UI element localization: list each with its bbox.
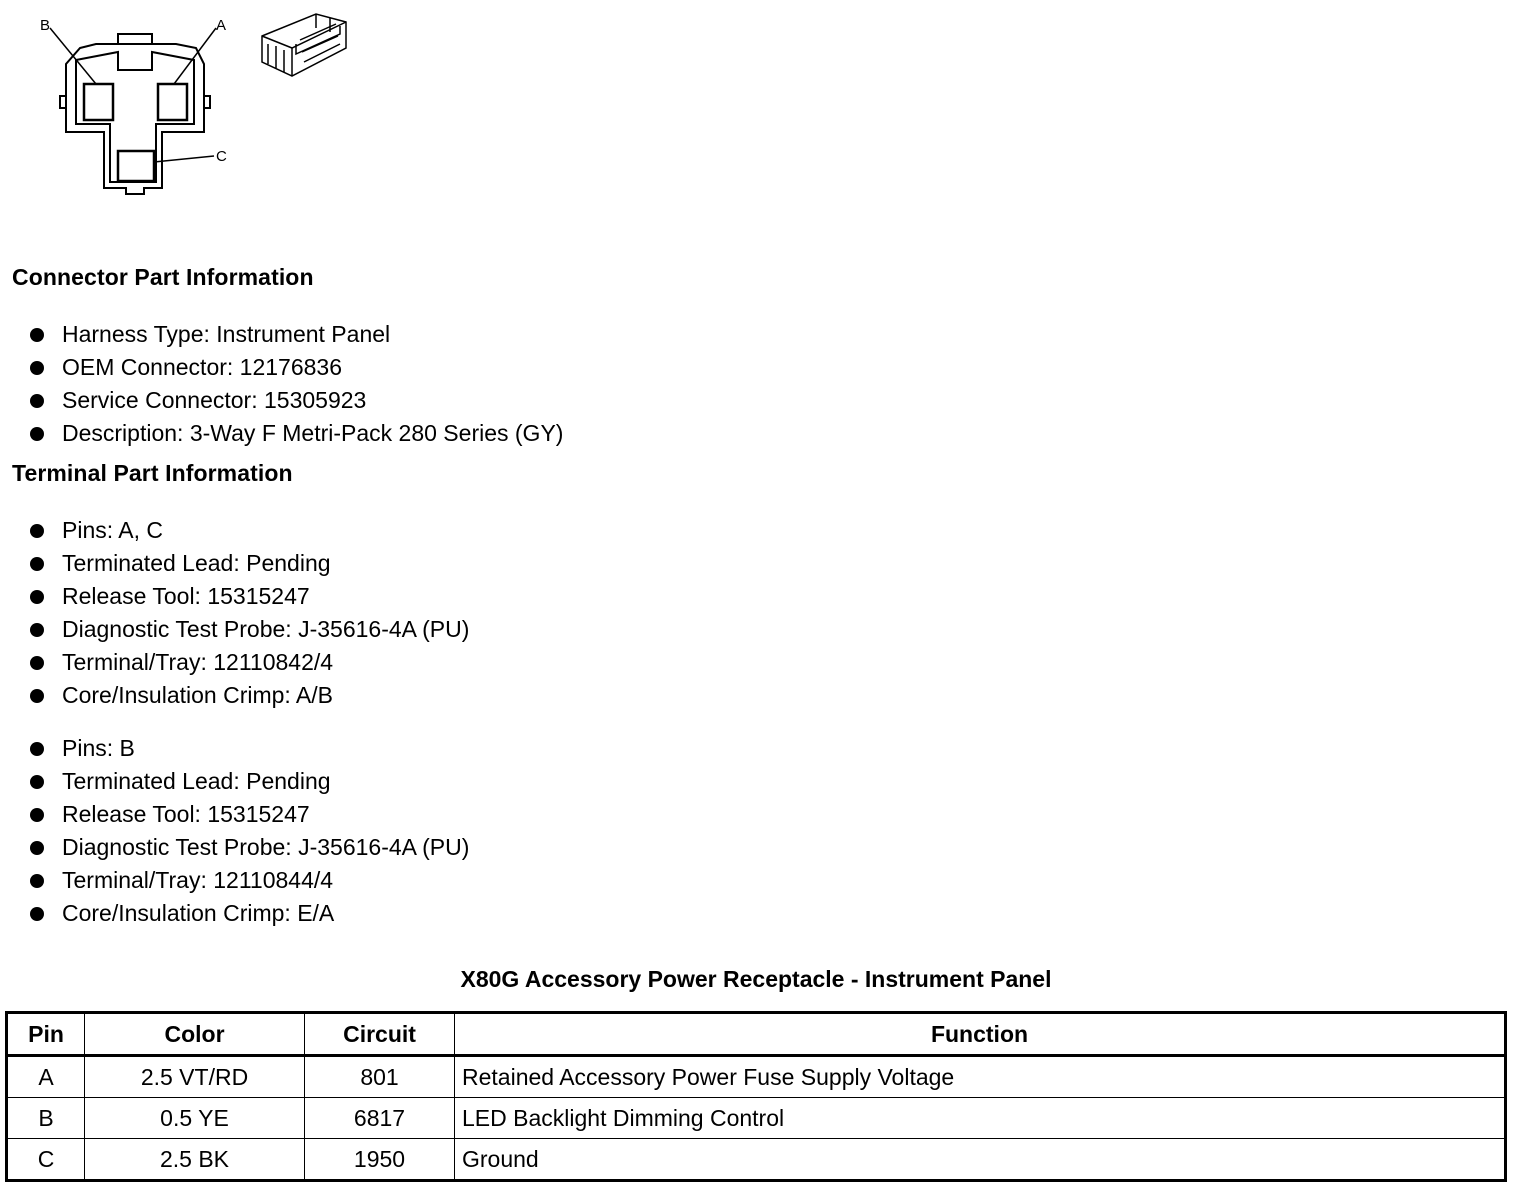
list-item-text: Diagnostic Test Probe: J-35616-4A (PU) [62,616,470,642]
table-row [7,1098,1506,1139]
header-function: Function [455,1013,1506,1056]
list-item-text: Description: 3-Way F Metri-Pack 280 Series (GY) [62,420,564,446]
pin-table-title: X80G Accessory Power Receptacle - Instrument Panel [460,966,1052,992]
list-item [28,514,469,547]
cell-circuit: 801 [305,1056,455,1098]
list-item [28,417,563,450]
cavity-a [158,84,187,120]
bullet-icon [30,742,44,756]
connector-isometric-icon [262,14,346,76]
header-circuit: Circuit [305,1013,455,1056]
cell-pin: C [7,1139,85,1181]
list-item [28,384,563,417]
list-item [28,318,563,351]
list-item-text: Terminal/Tray: 12110842/4 [62,649,334,675]
list-item-text: Terminal/Tray: 12110844/4 [62,867,334,893]
list-item [28,679,469,712]
list-item [28,864,469,897]
cell-circuit: 6817 [305,1098,455,1139]
list-item-text: Core/Insulation Crimp: E/A [62,900,335,926]
terminal-info-list-1 [28,514,469,712]
list-item [28,547,469,580]
list-item [28,613,469,646]
bullet-icon [30,427,44,441]
terminal-info-heading: Terminal Part Information [12,460,293,486]
cavity-c [118,151,154,181]
cell-color: 0.5 YE [85,1098,305,1139]
list-item-text: Service Connector: 15305923 [62,387,367,413]
bullet-icon [30,907,44,921]
list-item [28,646,469,679]
cell-function: LED Backlight Dimming Control [455,1098,1506,1139]
bullet-icon [30,775,44,789]
terminal-info-list-2 [28,732,469,930]
pin-table [5,1011,1507,1182]
bullet-icon [30,623,44,637]
cell-pin: B [7,1098,85,1139]
list-item [28,351,563,384]
list-item [28,732,469,765]
bullet-icon [30,557,44,571]
list-item-text: Release Tool: 15315247 [62,801,310,827]
list-item-text: Diagnostic Test Probe: J-35616-4A (PU) [62,834,470,860]
list-item-text: Terminated Lead: Pending [62,550,331,576]
cell-circuit: 1950 [305,1139,455,1181]
list-item-text: OEM Connector: 12176836 [62,354,343,380]
list-item-text: Release Tool: 15315247 [62,583,310,609]
connector-info-heading: Connector Part Information [12,264,314,290]
cell-function: Retained Accessory Power Fuse Supply Voltage [455,1056,1506,1098]
header-color: Color [85,1013,305,1056]
connector-face-diagram [0,0,360,205]
callout-b-label: B [40,17,51,34]
cell-color: 2.5 BK [85,1139,305,1181]
bullet-icon [30,328,44,342]
list-item-text: Core/Insulation Crimp: A/B [62,682,334,708]
list-item-text: Harness Type: Instrument Panel [62,321,391,347]
list-item [28,831,469,864]
bullet-icon [30,361,44,375]
pin-table-header-row [7,1013,1506,1056]
table-row [7,1139,1506,1181]
callout-a-label: A [216,17,227,34]
list-item [28,897,469,930]
list-item-text: Terminated Lead: Pending [62,768,331,794]
connector-info-list [28,318,563,450]
cavity-b [84,84,113,120]
bullet-icon [30,656,44,670]
bullet-icon [30,590,44,604]
list-item [28,765,469,798]
connector-inner-body [76,52,194,182]
bullet-icon [30,524,44,538]
bullet-icon [30,841,44,855]
cell-function: Ground [455,1139,1506,1181]
bullet-icon [30,689,44,703]
header-pin: Pin [7,1013,85,1056]
list-item [28,580,469,613]
table-row [7,1056,1506,1098]
bullet-icon [30,808,44,822]
list-item-text: Pins: B [62,735,135,761]
cell-color: 2.5 VT/RD [85,1056,305,1098]
cell-pin: A [7,1056,85,1098]
bullet-icon [30,874,44,888]
callout-c-label: C [216,148,227,165]
bullet-icon [30,394,44,408]
list-item [28,798,469,831]
list-item-text: Pins: A, C [62,517,163,543]
